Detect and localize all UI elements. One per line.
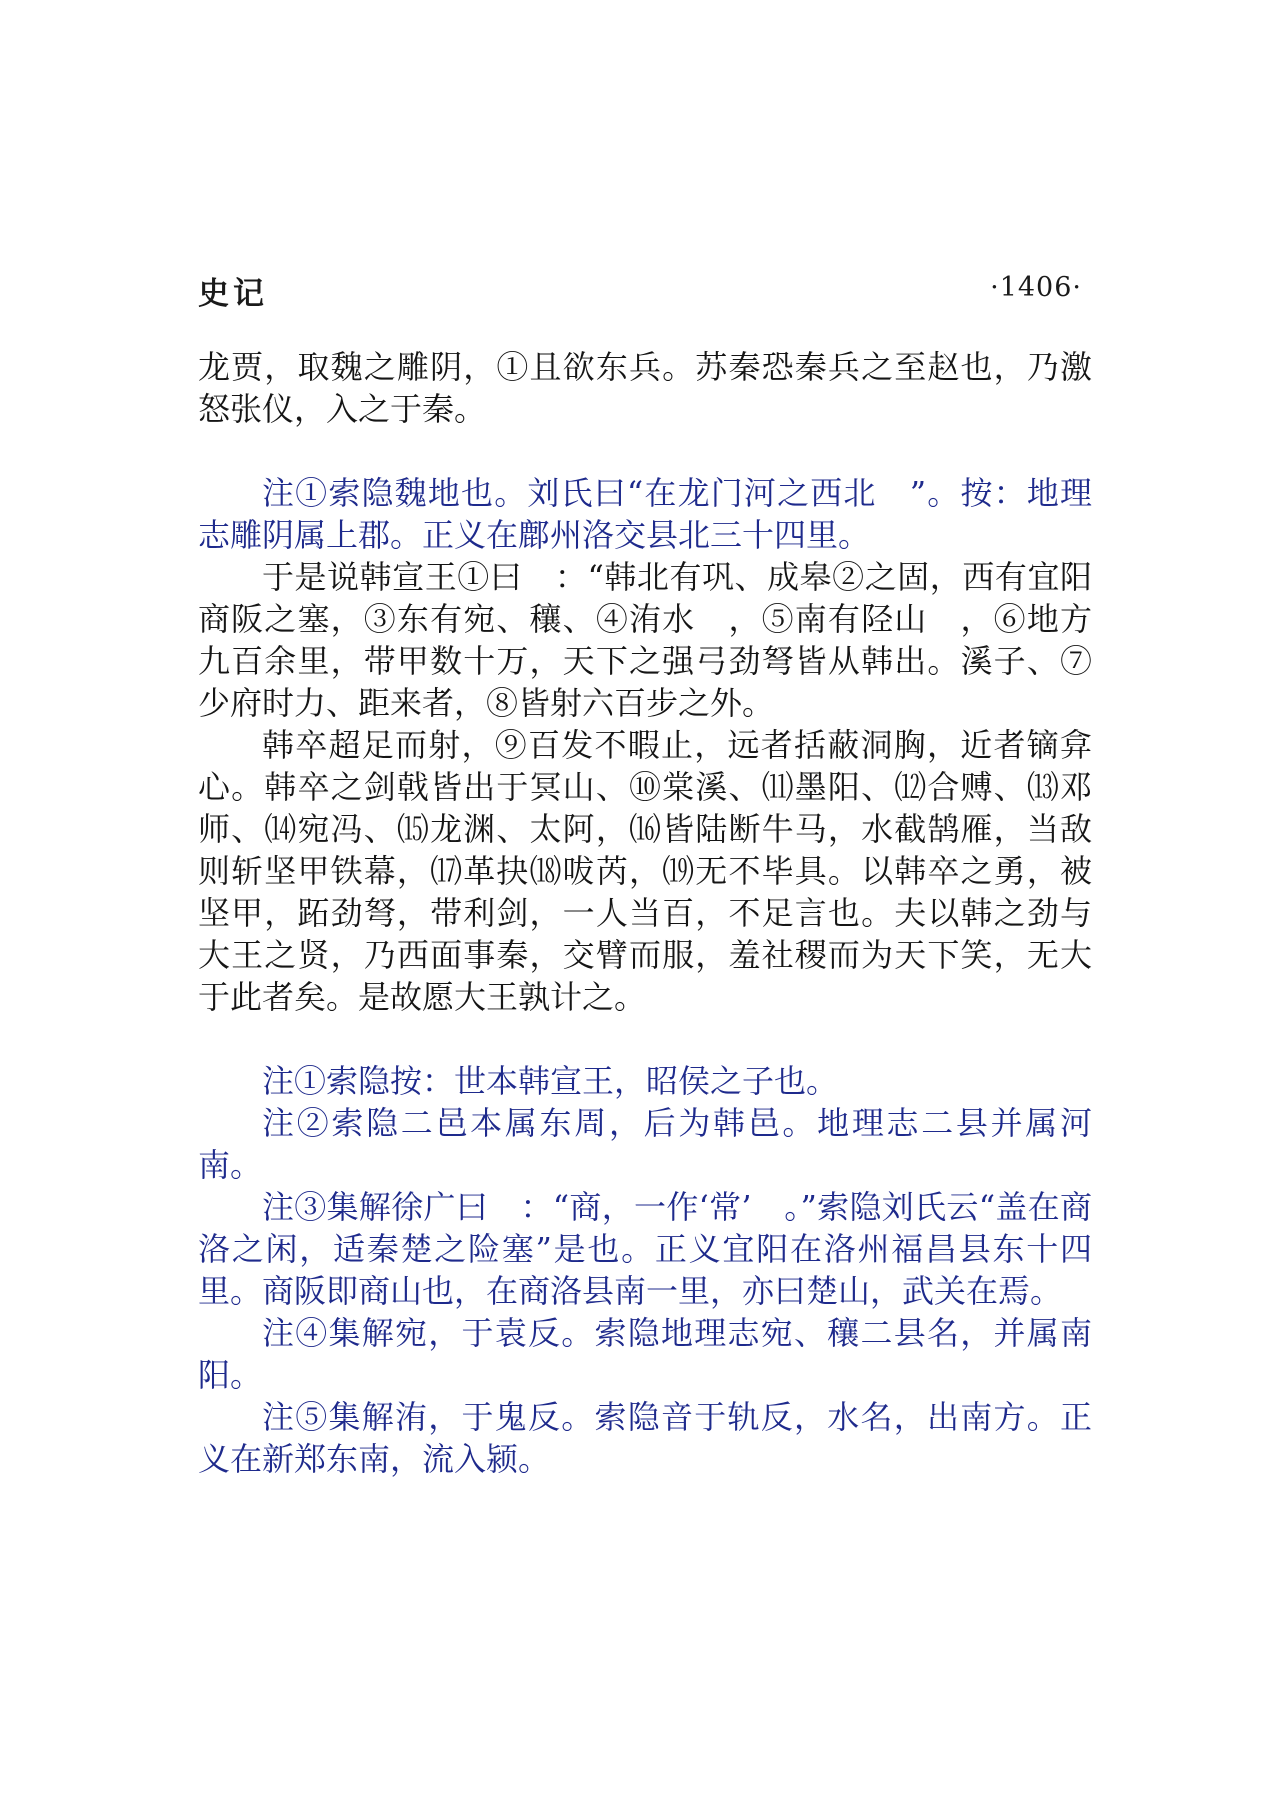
paragraph-gap xyxy=(198,430,1092,472)
annotation-paragraph: 注④集解宛，于袁反。索隐地理志宛、穰二县名，并属南阳。 xyxy=(198,1314,1092,1394)
page-number: ·1406· xyxy=(990,272,1082,303)
main-paragraph: 于是说韩宣王①曰 ：“韩北有巩、成皋②之固，西有宜阳商阪之塞，③东有宛、穰、④洧水 ，⑤南有陉山 ，⑥地方九百余里，带甲数十万，天下之强弓劲弩皆从韩出。溪子、⑦少府时力、距来者，⑧皆射六百步之外。 xyxy=(198,558,1092,722)
annotation-paragraph: 注⑤集解洧，于鬼反。索隐音于轨反，水名，出南方。正义在新郑东南，流入颍。 xyxy=(198,1398,1092,1478)
annotation-paragraph: 注①索隐魏地也。刘氏曰“在龙门河之西北 ”。按：地理志雕阴属上郡。正义在鄜州洛交县北三十四里。 xyxy=(198,474,1092,554)
page-header xyxy=(198,268,1082,316)
main-paragraph: 龙贾，取魏之雕阴，①且欲东兵。苏秦恐秦兵之至赵也，乃激怒张仪，入之于秦。 xyxy=(198,348,1092,428)
annotation-paragraph: 注①索隐按：世本韩宣王，昭侯之子也。 xyxy=(262,1062,839,1100)
annotation-paragraph: 注②索隐二邑本属东周，后为韩邑。地理志二县并属河南。 xyxy=(198,1104,1092,1184)
main-paragraph: 韩卒超足而射，⑨百发不暇止，远者括蔽洞胸，近者镝弇心。韩卒之剑戟皆出于冥山、⑩棠溪、⑾墨阳、⑿合赙、⒀邓师、⒁宛冯、⒂龙渊、太阿，⒃皆陆断牛马，水截鹄雁，当敌则斩坚甲铁幕，⒄革抉⒅㕹芮，⒆无不毕具。以韩卒之勇，被坚甲，跖劲弩，带利剑，一人当百，不足言也。夫以韩之劲与大王之贤，乃西面事秦，交臂而服，羞社稷而为天下笑，无大于此者矣。是故愿大王孰计之。 xyxy=(198,726,1092,1016)
body-text xyxy=(198,346,1092,1480)
annotation-paragraph: 注③集解徐广曰 ：“商，一作‘常’ 。”索隐刘氏云“盖在商洛之闲，适秦楚之险塞”是也。正义宜阳在洛州福昌县东十四里。商阪即商山也，在商洛县南一里，亦曰楚山，武关在焉。 xyxy=(198,1188,1092,1310)
book-title: 史记 xyxy=(198,276,268,312)
paragraph-gap xyxy=(198,1018,1092,1060)
